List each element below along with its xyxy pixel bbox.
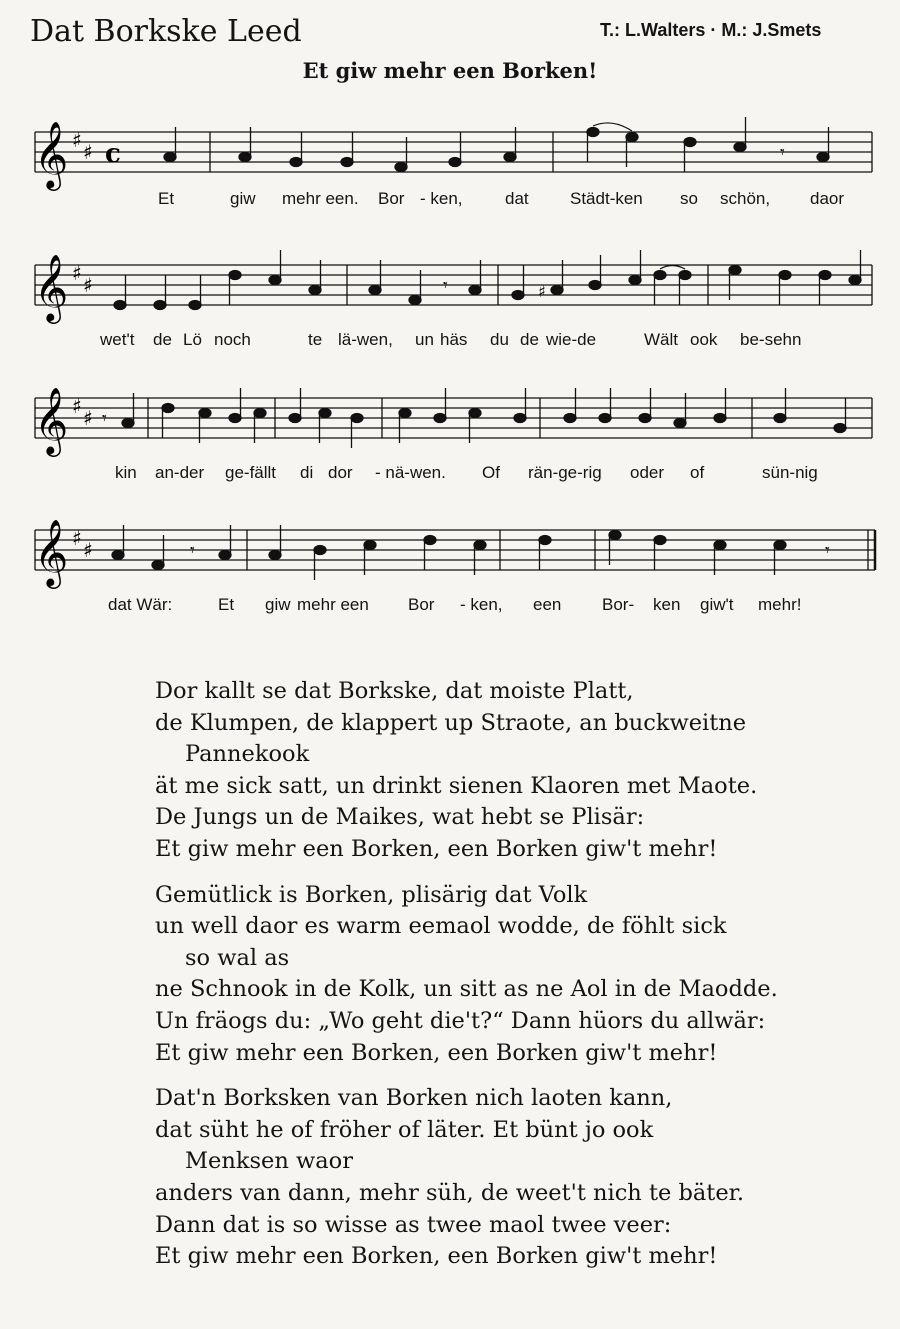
music-staff-1 bbox=[20, 112, 880, 222]
song-title: Dat Borkske Leed bbox=[30, 14, 302, 49]
verse-line: ät me sick satt, un drinkt sienen Klaoren met Maote. bbox=[155, 772, 758, 799]
verse-line: Et giw mehr een Borken, een Borken giw't mehr! bbox=[155, 1243, 718, 1270]
sharp-icon: ♯ bbox=[83, 538, 93, 562]
lyric-syllable: rän-ge-rig bbox=[528, 463, 602, 482]
verses bbox=[155, 676, 885, 1287]
lyric-syllable: Lö bbox=[183, 330, 202, 349]
lyric-syllable: häs bbox=[440, 330, 468, 349]
verse-line: Pannekook bbox=[185, 741, 310, 768]
sharp-icon: ♯ bbox=[72, 394, 82, 418]
lyric-syllable: so bbox=[680, 189, 698, 208]
lyric-syllable: Städt-ken bbox=[570, 189, 643, 208]
lyric-syllable: Et bbox=[158, 189, 175, 208]
rest-icon: 𝄾 bbox=[443, 275, 448, 296]
lyric-syllable: Of bbox=[482, 463, 500, 482]
lyric-syllable: un bbox=[415, 330, 434, 349]
lyric-syllable: daor bbox=[810, 189, 845, 208]
rest-icon: 𝄾 bbox=[190, 540, 195, 561]
lyric-syllable: kin bbox=[115, 463, 137, 482]
lyric-syllable: giw bbox=[265, 595, 291, 614]
lyric-syllable: Bor bbox=[378, 189, 405, 208]
treble-clef-icon: 𝄞 bbox=[34, 518, 69, 586]
rest-icon: 𝄾 bbox=[825, 540, 830, 561]
music-staff-4 bbox=[20, 510, 880, 620]
lyric-syllable: sün-nig bbox=[762, 463, 818, 482]
sharp-icon: ♯ bbox=[83, 273, 93, 297]
sharp-icon: ♯ bbox=[83, 406, 93, 430]
sharp-icon: ♯ bbox=[72, 128, 82, 152]
lyric-syllable: Bor bbox=[408, 595, 435, 614]
sharp-icon: ♯ bbox=[538, 282, 546, 301]
lyric-syllable: oder bbox=[630, 463, 665, 482]
lyric-syllable: giw bbox=[230, 189, 256, 208]
verse-2 bbox=[155, 880, 885, 1070]
lyric-syllable: du bbox=[490, 330, 509, 349]
song-subtitle: Et giw mehr een Borken! bbox=[302, 58, 598, 83]
lyric-syllable: dor bbox=[328, 463, 353, 482]
lyric-syllable: be-sehn bbox=[740, 330, 802, 349]
lyric-syllable: de bbox=[520, 330, 539, 349]
lyric-syllable: an-der bbox=[155, 463, 205, 482]
time-signature-icon: c bbox=[105, 139, 121, 169]
lyric-syllable: of bbox=[690, 463, 705, 482]
lyric-syllable: wie-de bbox=[546, 330, 597, 349]
lyric-syllable: Et bbox=[218, 595, 235, 614]
lyric-syllable: de bbox=[153, 330, 172, 349]
verse-line: Menksen waor bbox=[185, 1148, 353, 1175]
lyric-syllable: Wält bbox=[644, 330, 678, 349]
verse-line: Un fräogs du: „Wo geht die't?“ Dann hüors du allwär: bbox=[155, 1007, 766, 1034]
treble-clef-icon: 𝄞 bbox=[34, 253, 69, 321]
lyric-syllable: - ken, bbox=[460, 595, 503, 614]
lyric-syllable: een bbox=[533, 595, 562, 614]
lyric-syllable: lä-wen, bbox=[338, 330, 393, 349]
credits: T.: L.Walters · M.: J.Smets bbox=[600, 20, 822, 40]
lyric-syllable: wet't bbox=[100, 330, 135, 349]
lyric-syllable: mehr een. bbox=[282, 189, 359, 208]
lyric-syllable: schön, bbox=[720, 189, 771, 208]
verse-line: Dann dat is so wisse as twee maol twee veer: bbox=[155, 1211, 672, 1238]
lyric-syllable: di bbox=[300, 463, 314, 482]
lyric-syllable: - nä-wen. bbox=[375, 463, 446, 482]
verse-line: Gemütlick is Borken, plisärig dat Volk bbox=[155, 881, 588, 908]
treble-clef-icon: 𝄞 bbox=[34, 386, 69, 454]
sharp-icon: ♯ bbox=[83, 140, 93, 164]
music-staff-2 bbox=[20, 245, 880, 355]
verse-line: un well daor es warm eemaol wodde, de föhlt sick bbox=[155, 913, 727, 940]
verse-line: Dat'n Borksken van Borken nich laoten kann, bbox=[155, 1085, 673, 1112]
lyric-syllable: dat bbox=[505, 189, 529, 208]
lyric-syllable: te bbox=[308, 330, 323, 349]
verse-line: anders van dann, mehr süh, de weet't nich te bäter. bbox=[155, 1179, 745, 1206]
lyric-syllable: Bor- bbox=[602, 595, 635, 614]
lyric-syllable: mehr een bbox=[297, 595, 369, 614]
verse-line: Et giw mehr een Borken, een Borken giw't mehr! bbox=[155, 835, 718, 862]
lyric-syllable: giw't bbox=[700, 595, 734, 614]
verse-3 bbox=[155, 1083, 885, 1273]
verse-line: Dor kallt se dat Borkske, dat moiste Platt, bbox=[155, 678, 634, 704]
verse-line: Et giw mehr een Borken, een Borken giw't mehr! bbox=[155, 1039, 718, 1066]
rest-icon: 𝄾 bbox=[102, 408, 107, 429]
verse-line: ne Schnook in de Kolk, un sitt as ne Aol in de Maodde. bbox=[155, 976, 778, 1003]
treble-clef-icon: 𝄞 bbox=[34, 120, 69, 188]
rest-icon: 𝄾 bbox=[780, 142, 785, 163]
verse-line: dat süht he of fröher of läter. Et bünt jo ook bbox=[155, 1116, 654, 1143]
lyric-syllable: dat Wär: bbox=[108, 595, 173, 614]
lyric-syllable: - ken, bbox=[420, 189, 463, 208]
lyric-syllable: ken bbox=[653, 595, 681, 614]
verse-1 bbox=[155, 676, 885, 866]
lyric-syllable: ge-fällt bbox=[225, 463, 277, 482]
lyric-syllable: ook bbox=[690, 330, 718, 349]
lyric-syllable: mehr! bbox=[758, 595, 802, 614]
music-staff-3 bbox=[20, 378, 880, 488]
sharp-icon: ♯ bbox=[72, 526, 82, 550]
verse-line: so wal as bbox=[185, 944, 290, 971]
lyric-syllable: noch bbox=[214, 330, 251, 349]
verse-line: De Jungs un de Maikes, wat hebt se Plisär: bbox=[155, 804, 645, 831]
verse-line: de Klumpen, de klappert up Straote, an buckweitne bbox=[155, 709, 747, 736]
sharp-icon: ♯ bbox=[72, 261, 82, 285]
